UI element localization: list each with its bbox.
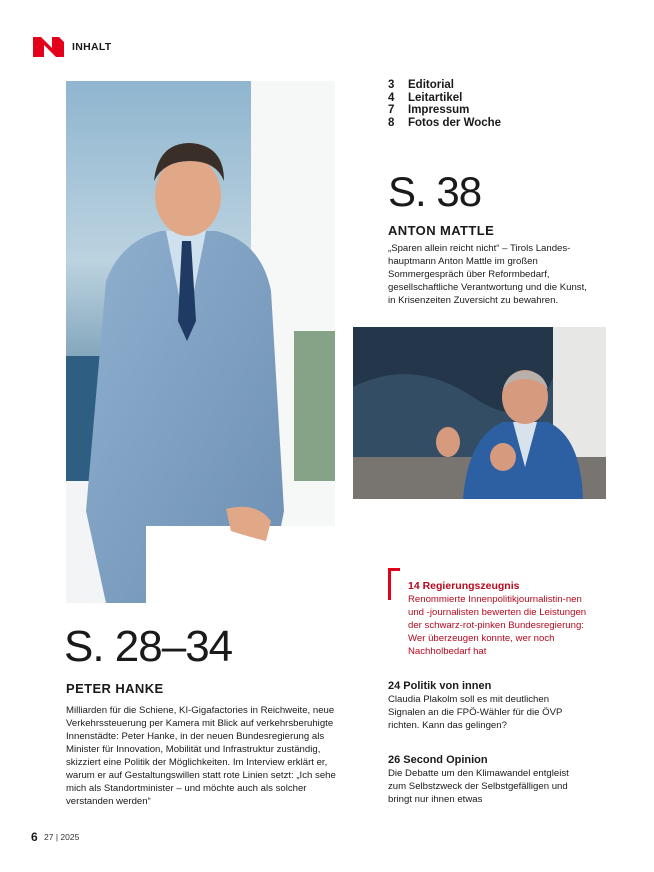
page-reference-mattle: S. 38 [388, 168, 482, 215]
section-label: INHALT [72, 41, 112, 53]
toc-list [388, 79, 501, 130]
feature-text: Renommierte Innenpolitikjournalistin-nen und -journalisten bewerten die Leistungen der schwarz-rot-pinken Bundesregierung: Wer überzeugen konnte, wer noch Nachholbedarf hat [408, 594, 587, 657]
toc-label: Leitartikel [408, 91, 463, 104]
toc-page-number: 4 [388, 91, 395, 104]
photo-anton-mattle [353, 327, 606, 499]
portrait-illustration [353, 327, 606, 499]
page-reference-hanke: S. 28–34 [64, 622, 233, 671]
interviewee-name: ANTON MATTLE [388, 223, 495, 238]
toc-page-number: 8 [388, 117, 395, 130]
toc-label: Fotos der Woche [408, 117, 502, 130]
story-title: 24 Politik von innen [388, 680, 492, 692]
toc-item[interactable] [388, 79, 501, 92]
page-number: 6 [31, 830, 38, 844]
toc-item[interactable] [388, 104, 501, 117]
toc-item[interactable] [388, 92, 501, 105]
interviewee-name: PETER HANKE [66, 681, 164, 696]
accent-bracket [388, 568, 400, 600]
brand-logo [31, 35, 66, 59]
story-teaser[interactable] [388, 754, 588, 806]
toc-item[interactable] [388, 117, 501, 130]
teaser-text: „Sparen allein reicht nicht“ – Tirols Landes-hauptmann Anton Mattle im großen Sommergespräch über Reformbedarf, gesellschaftliche Verantwortung und die Kunst, in Krisenzeiten Zuversicht zu bewahren. [388, 243, 587, 306]
story-text: Die Debatte um den Klimawandel entgleist zum Selbstzweck der Selbstgefälligen und bringt nur ihnen etwas [388, 768, 569, 805]
story-title: 26 Second Opinion [388, 754, 488, 766]
feature-teaser[interactable] [408, 580, 593, 658]
story-text: Claudia Plakolm soll es mit deutlichen Signalen an die FPÖ-Wähler für die ÖVP richten. Kann das gelingen? [388, 694, 563, 731]
portrait-illustration [66, 81, 335, 603]
story-teaser[interactable] [388, 680, 588, 732]
photo-peter-hanke [66, 81, 335, 603]
toc-label: Editorial [408, 79, 455, 91]
teaser-text: Milliarden für die Schiene, KI-Gigafactories in Reichweite, neue Verkehrssteuerung per Kamera mit Blick auf verkehrsberuhigte Innenstädte: Peter Hanke, in der neuen Bundesregierung als Minister für Innovation, Mobilität und Infrastruktur zuständig, skizziert eine Politik der Möglichkeiten. Im Interview erklärt er, warum er auf Gestaltungswillen statt rote Linien setzt: „Ich sehe mich als Standortminister – und möchte auch als solcher verstanden werden“ [66, 705, 336, 807]
feature-title: 14 Regierungszeugnis [408, 580, 520, 592]
toc-page-number: 3 [388, 79, 395, 91]
issue-number: 27 | 2025 [44, 832, 80, 842]
toc-label: Impressum [408, 104, 470, 117]
toc-page-number: 7 [388, 104, 395, 117]
